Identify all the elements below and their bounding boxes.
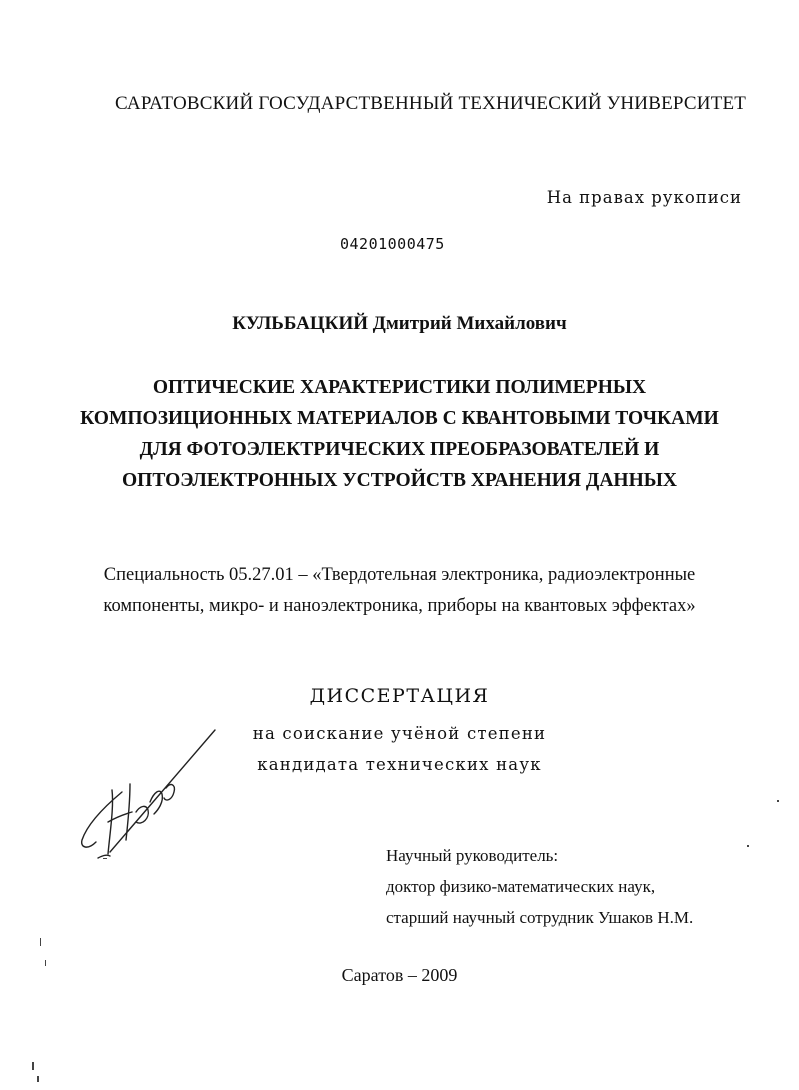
scan-speck: [37, 1076, 39, 1082]
handwritten-signature: [70, 722, 230, 872]
author-given-names: Дмитрий Михайлович: [372, 313, 567, 334]
scan-speck: [32, 1062, 34, 1070]
specialty-line: компоненты, микро- и наноэлектроника, приборы на квантовых эффектах»: [103, 596, 696, 616]
scan-speck: [747, 845, 749, 847]
advisor-line: старший научный сотрудник Ушаков Н.М.: [386, 908, 694, 927]
manuscript-note: На правах рукописи: [546, 188, 742, 207]
scientific-advisor: [386, 840, 693, 933]
advisor-line: доктор физико-математических наук,: [386, 877, 656, 896]
title-line: ДЛЯ ФОТОЭЛЕКТРИЧЕСКИХ ПРЕОБРАЗОВАТЕЛЕЙ И: [139, 439, 660, 460]
scan-speck: [40, 938, 41, 946]
title-line: КОМПОЗИЦИОННЫХ МАТЕРИАЛОВ С КВАНТОВЫМИ ТОЧКАМИ: [80, 408, 719, 429]
scan-speck: [45, 960, 46, 966]
specialty-line: Специальность 05.27.01 – «Твердотельная электроника, радиоэлектронные: [103, 565, 696, 585]
city-year: Саратов – 2009: [341, 965, 458, 985]
author-surname: КУЛЬБАЦКИЙ: [232, 313, 368, 334]
scan-speck: [103, 858, 107, 859]
specialty: [0, 560, 799, 622]
stamp-number: 04201000475: [340, 235, 445, 253]
advisor-line: Научный руководитель:: [386, 846, 559, 865]
university-name: САРАТОВСКИЙ ГОСУДАРСТВЕННЫЙ ТЕХНИЧЕСКИЙ УНИВЕРСИТЕТ: [115, 93, 747, 114]
scan-speck: [777, 800, 779, 802]
thesis-purpose-line: кандидата технических наук: [257, 755, 542, 774]
author-name: [0, 313, 799, 335]
title-line: ОПТОЭЛЕКТРОННЫХ УСТРОЙСТВ ХРАНЕНИЯ ДАННЫХ: [122, 470, 677, 491]
thesis-title: [0, 372, 799, 496]
thesis-purpose-line: на соискание учёной степени: [252, 724, 547, 743]
title-line: ОПТИЧЕСКИЕ ХАРАКТЕРИСТИКИ ПОЛИМЕРНЫХ: [152, 377, 647, 398]
thesis-heading: ДИССЕРТАЦИЯ: [309, 685, 490, 707]
